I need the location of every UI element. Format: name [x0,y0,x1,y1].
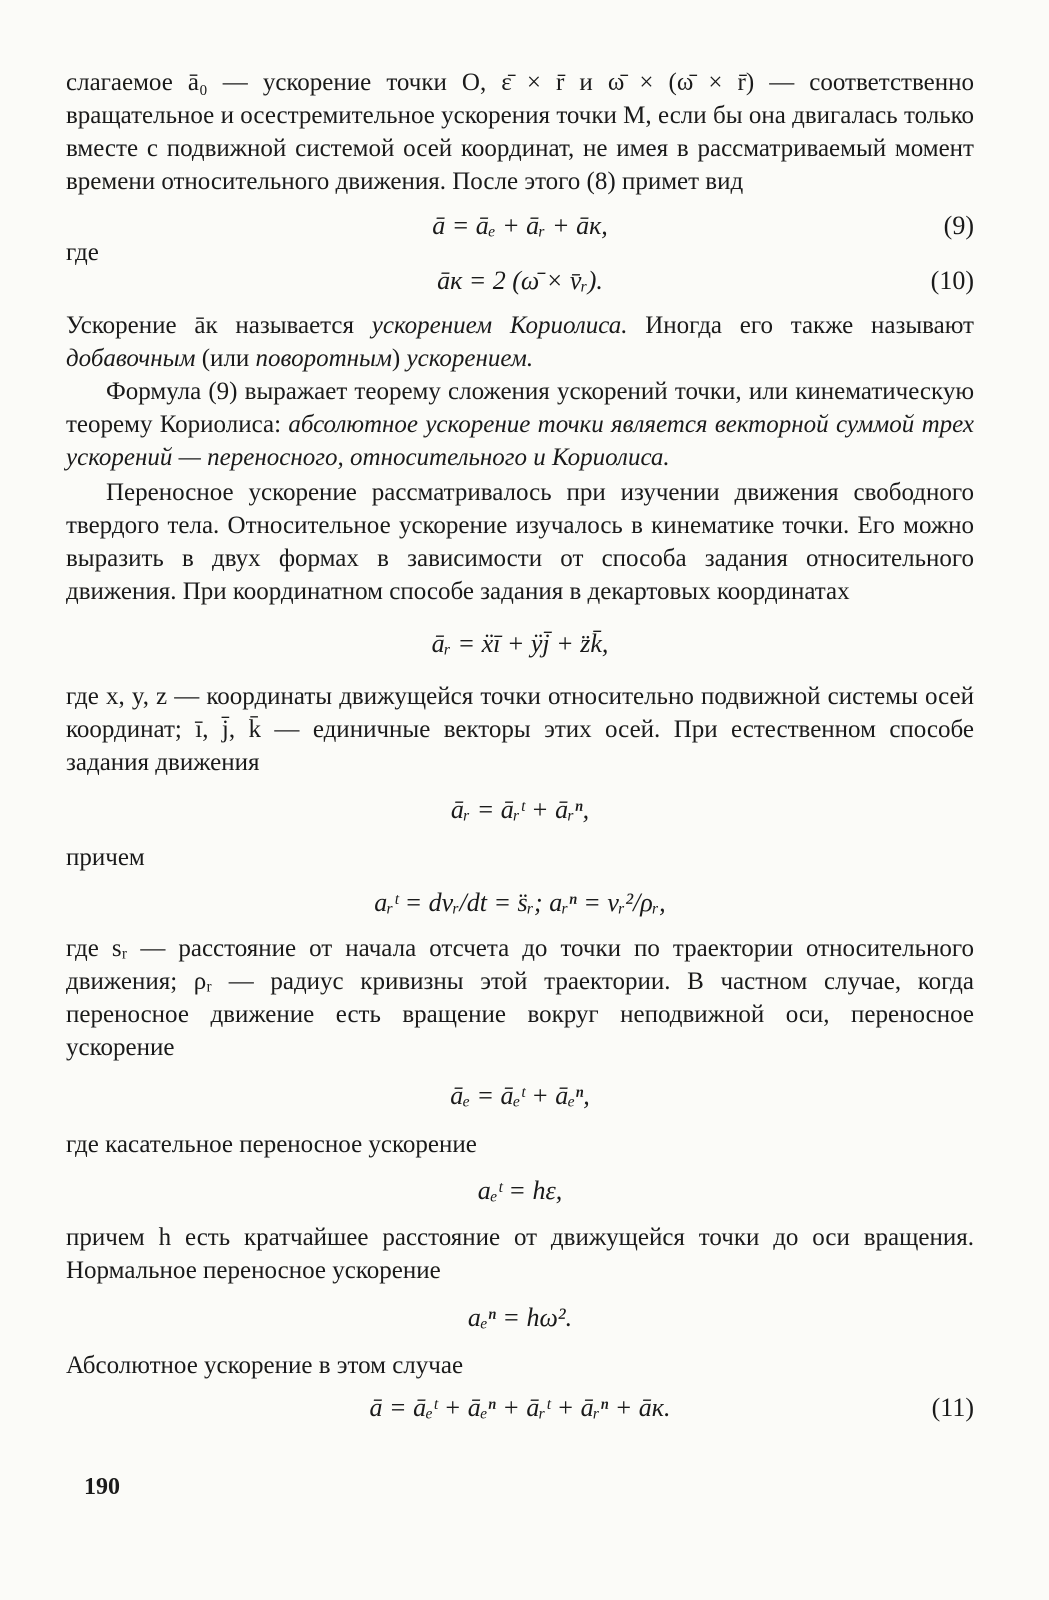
formula-10-number: (10) [930,266,974,295]
paragraph-distance: причем h есть кратчайшее расстояние от движущейся точки до оси вращения. Нормальное переносное ускорение [66,1224,974,1284]
formula-ar-natural: āᵣ = āᵣᵗ + āᵣⁿ, [450,795,590,824]
formula-10-expression: āк = 2 (ω̄ × v̄ᵣ). [437,266,603,295]
paragraph-trajectory: где sᵣ — расстояние от начала отсчета до точки по траектории относительного движения; ρᵣ — радиус кривизны этой траектории. В частном случае, когда переносное движение есть вращение вокруг неподвижной оси, переносное ускорение [66,935,974,1061]
page-number: 190 [84,1474,120,1500]
formula-9 [66,198,974,254]
paragraph-coriolis: Ускорение āк называется ускорением Кориолиса. Иногда его также называют добавочным (или поворотным) ускорением. [66,312,974,372]
paragraph-relative: Переносное ускорение рассматривалось при изучении движения свободного твердого тела. Относительное ускорение изучалось в кинематике точки. Его можно выразить в двух формах в зависимости от способа задания относительного движения. При координатном способе задания в декартовых координатах [66,479,974,605]
term-coriolis: ускорением Кориолиса. [371,312,628,339]
formula-9-expression: ā = āₑ + āᵣ + āк, [432,211,608,240]
paragraph-tangential: где касательное переносное ускорение [66,1131,477,1158]
paragraph-1: слагаемое ā₀ — ускорение точки O, ε̄ × r̄ и ω̄ × (ω̄ × r̄) — соответственно вращательное и осестремительное ускорения точки M, если бы она двигалась только вместе с подвижной системой осей координат, не имея в рассматриваемый момент времени относительного движения. После этого (8) примет вид [66,69,974,195]
formula-9-number: (9) [943,211,974,240]
formula-ar-cartesian: āᵣ = ẍī + ÿj̄ + z̈k̄, [431,629,609,658]
formula-components: aᵣᵗ = dvᵣ/dt = s̈ᵣ; aᵣⁿ = vᵣ²/ρᵣ, [374,888,666,917]
page-text [66,66,974,1434]
theorem-statement: абсолютное ускорение точки является векторной суммой трех ускорений — переносного, относительного и Кориолиса. [66,411,974,471]
label-moreover-1: причем [66,844,145,871]
formula-aen: aₑⁿ = hω². [467,1303,573,1332]
paragraph-theorem: Формула (9) выражает теорему сложения ускорений точки, или кинематическую теорему Кориолиса: абсолютное ускорение точки является векторной суммой трех ускорений — переносного, относительного и Кориолиса. [66,378,974,471]
formula-10 [66,253,974,309]
where-label: где [66,239,99,266]
paragraph-absolute: Абсолютное ускорение в этом случае [66,1352,464,1379]
formula-11 [66,1382,974,1434]
formula-aet: aₑᵗ = hε, [477,1176,563,1205]
formula-11-number: (11) [931,1393,974,1422]
paragraph-coordinates: где x, y, z — координаты движущейся точки относительно подвижной системы осей координат; ī, j̄, k̄ — единичные векторы этих осей. При естественном способе задания движения [66,683,974,776]
formula-ae: āₑ = āₑᵗ + āₑⁿ, [450,1081,590,1110]
formula-11-expression: ā = āₑᵗ + āₑⁿ + āᵣᵗ + āᵣⁿ + āк. [369,1393,671,1422]
